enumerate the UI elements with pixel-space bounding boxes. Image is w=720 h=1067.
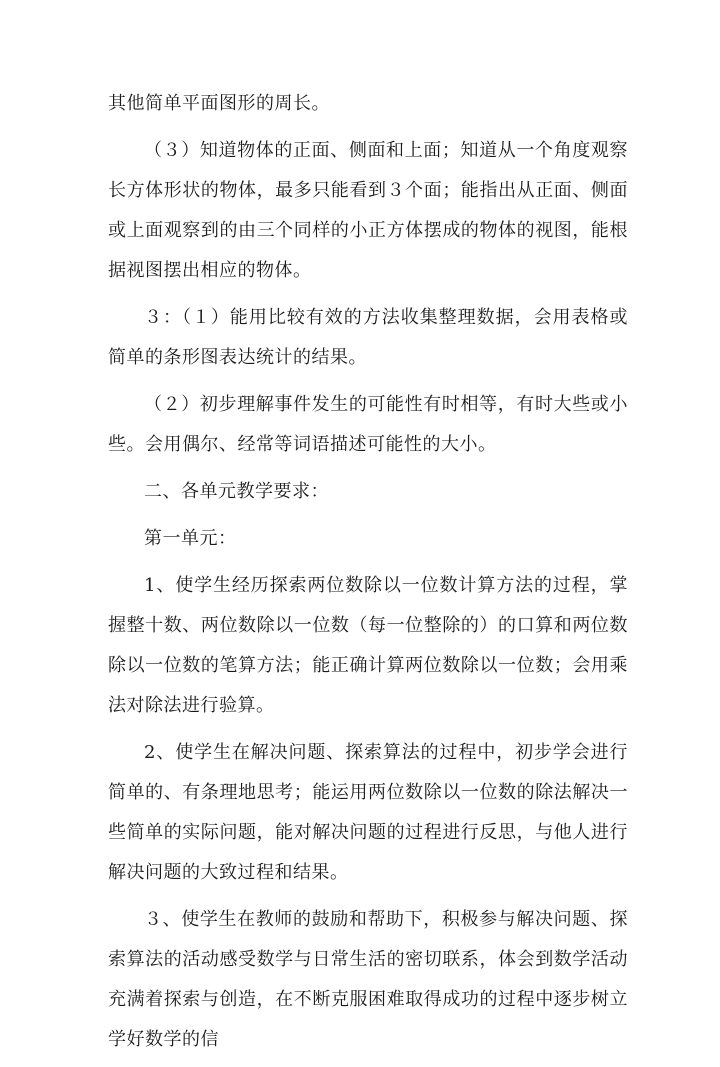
- paragraph-statistics-1: ３：（１）能用比较有效的方法收集整理数据，会用表格或简单的条形图表达统计的结果。: [108, 307, 628, 368]
- paragraph-unit1-goal-2: 2、使学生在解决问题、探索算法的过程中，初步学会进行简单的、有条理地思考；能运用两位数除以一位数的除法解决一些简单的实际问题，能对解决问题的过程进行反思，与他人进行解决问题的大致过程和结果。: [108, 742, 628, 883]
- paragraph-item-3-observation: （３）知道物体的正面、侧面和上面；知道从一个角度观察长方体形状的物体，最多只能看到３个面；能指出从正面、侧面或上面观察到的由三个同样的小正方体摆成的物体的视图，能根据视图摆出相应的物体。: [108, 140, 628, 281]
- section-heading-unit-requirements: 二、各单元教学要求：: [144, 481, 329, 502]
- document-body: [108, 84, 628, 1067]
- unit-heading-first: 第一单元：: [144, 528, 237, 549]
- paragraph-unit1-goal-1: 1、使学生经历探索两位数除以一位数计算方法的过程，掌握整十数、两位数除以一位数（每一位整除的）的口算和两位数除以一位数的笔算方法；能正确计算两位数除以一位数；会用乘法对除法进行验算。: [108, 575, 628, 716]
- paragraph-continuation: 其他简单平面图形的周长。: [108, 93, 330, 114]
- paragraph-statistics-2: （２）初步理解事件发生的可能性有时相等，有时大些或小些。会用偶尔、经常等词语描述可能性的大小。: [108, 394, 628, 455]
- paragraph-unit1-goal-3: ３、使学生在教师的鼓励和帮助下，积极参与解决问题、探索算法的活动感受数学与日常生活的密切联系，体会到数学活动充满着探索与创造，在不断克服困难取得成功的过程中逐步树立学好数学的信: [108, 909, 628, 1050]
